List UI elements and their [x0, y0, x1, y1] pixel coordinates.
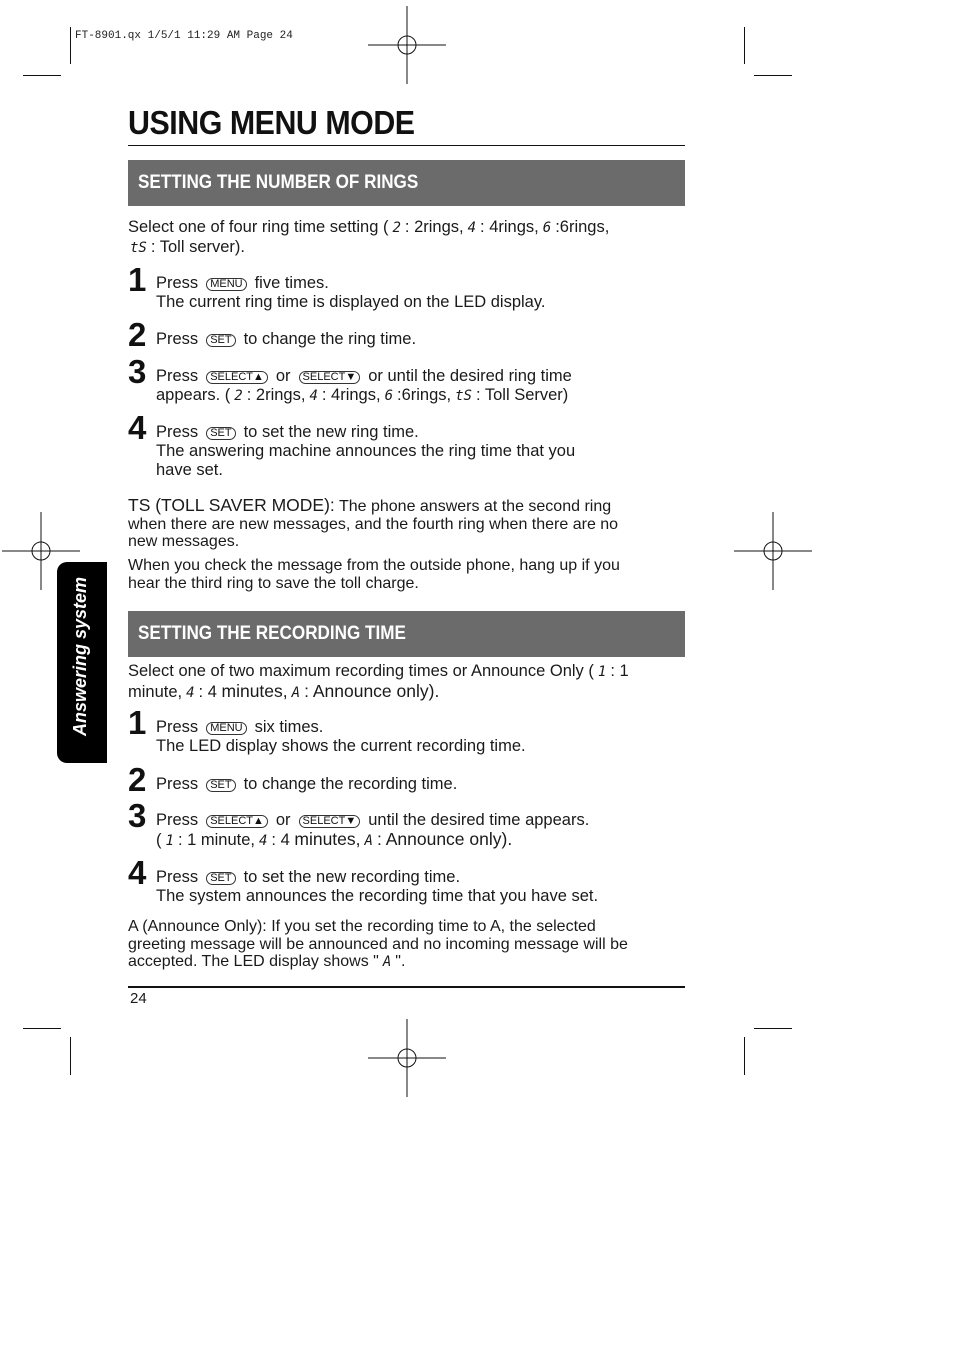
- text: : 1 minute,: [177, 831, 255, 849]
- text: : 2rings,: [404, 218, 464, 236]
- registration-mark-icon: [368, 6, 446, 84]
- set-button: SET: [206, 779, 235, 792]
- step-4-text: [156, 423, 575, 480]
- text: minutes,: [221, 681, 288, 701]
- led-glyph: 4: [258, 833, 268, 849]
- rec-step-1-text: [156, 718, 526, 756]
- crop-mark: [70, 1037, 71, 1075]
- set-button: SET: [206, 334, 235, 347]
- step-number: 1: [128, 704, 147, 741]
- led-glyph: 1: [165, 833, 174, 849]
- led-glyph: tS: [455, 388, 472, 404]
- text: The LED display shows the current recording time.: [156, 737, 526, 755]
- section-heading-text: SETTING THE NUMBER OF RINGS: [138, 172, 419, 193]
- text: The current ring time is displayed on the LED display.: [156, 293, 546, 311]
- rec-step-4-text: [156, 868, 598, 906]
- text: Press: [156, 330, 199, 348]
- step-number: 4: [128, 409, 147, 446]
- text: : 4: [271, 831, 290, 849]
- step-3-text: [156, 367, 572, 406]
- text: hear the third ring to save the toll charge.: [128, 574, 419, 592]
- crop-mark: [23, 75, 61, 76]
- led-glyph: 1: [597, 664, 607, 680]
- crop-mark: [70, 27, 71, 64]
- text: Press: [156, 718, 199, 736]
- text: greeting message will be announced and no incoming message will be: [128, 935, 628, 953]
- text: five times.: [254, 274, 329, 292]
- text: : Toll server).: [150, 238, 245, 256]
- announce-only-note: [128, 918, 628, 972]
- page-title: USING MENU MODE: [128, 104, 415, 141]
- recording-intro: [128, 662, 629, 703]
- step-number: 2: [128, 761, 147, 798]
- led-glyph: 4: [467, 220, 477, 236]
- led-glyph: 6: [542, 220, 552, 236]
- crop-mark: [754, 1028, 792, 1029]
- side-tab-label: Answering system: [70, 576, 90, 736]
- led-glyph: 4: [309, 388, 318, 404]
- text: Press: [156, 868, 199, 886]
- led-glyph: 2: [392, 220, 401, 236]
- step-number: 1: [128, 261, 147, 298]
- text: Press: [156, 274, 199, 292]
- crop-mark: [744, 1037, 745, 1075]
- text: when there are new messages, and the fourth ring when there are no: [128, 515, 619, 533]
- text: The system announces the recording time that you have set.: [156, 887, 599, 905]
- text: new messages.: [128, 533, 240, 550]
- text: : Announce only).: [376, 829, 513, 849]
- text: Press: [156, 811, 199, 829]
- text: : Toll Server): [475, 386, 569, 404]
- text: The answering machine announces the ring time that you: [156, 442, 576, 460]
- text: Press: [156, 775, 199, 793]
- text: :6rings,: [555, 218, 610, 236]
- text: to set the new ring time.: [243, 423, 419, 441]
- text: : 4: [198, 683, 217, 701]
- text: appears. (: [156, 386, 231, 404]
- footer-rule: [128, 986, 685, 988]
- led-glyph: A: [291, 685, 301, 701]
- rec-step-3-text: [156, 811, 589, 851]
- rec-step-2-text: [156, 775, 457, 794]
- step-number: 2: [128, 316, 147, 353]
- registration-mark-icon: [734, 512, 812, 590]
- text: When you check the message from the outside phone, hang up if you: [128, 557, 620, 574]
- title-rule: [128, 145, 685, 146]
- crop-mark: [744, 27, 745, 64]
- section-heading-text: SETTING THE RECORDING TIME: [138, 623, 406, 644]
- text: Select one of four ring time setting (: [128, 218, 389, 236]
- text: to set the new recording time.: [243, 868, 461, 886]
- text: A (Announce Only): If you set the recording time to A, the selected: [128, 918, 596, 935]
- step-number: 4: [128, 854, 147, 891]
- text: to change the ring time.: [243, 330, 417, 348]
- text: ".: [395, 953, 406, 970]
- menu-button: MENU: [206, 722, 246, 735]
- select-up-button: SELECT▲: [206, 371, 268, 384]
- text: minute,: [128, 683, 183, 701]
- text: : 2rings,: [246, 386, 306, 404]
- registration-mark-icon: [368, 1019, 446, 1097]
- section-heading-rings: [128, 160, 685, 206]
- text: : Announce only).: [304, 681, 440, 701]
- step-2-text: [156, 330, 416, 349]
- led-glyph: tS: [130, 240, 147, 256]
- led-glyph: A: [382, 954, 392, 970]
- toll-saver-label: TS (TOLL SAVER MODE):: [128, 495, 335, 515]
- led-glyph: 2: [234, 388, 243, 404]
- text: until the desired time appears.: [368, 811, 590, 829]
- crop-mark: [23, 1028, 61, 1029]
- led-glyph: A: [364, 833, 373, 849]
- select-down-button: SELECT▼: [299, 371, 361, 384]
- text: accepted. The LED display shows ": [128, 953, 379, 970]
- side-tab: [57, 562, 107, 763]
- step-number: 3: [128, 353, 147, 390]
- crop-mark: [754, 75, 792, 76]
- text: or: [275, 367, 291, 385]
- text: Press: [156, 423, 199, 441]
- section-heading-recording: [128, 611, 685, 657]
- text: or: [275, 811, 291, 829]
- text: : 4rings,: [321, 386, 381, 404]
- text: : 4rings,: [480, 218, 539, 236]
- select-down-button: SELECT▼: [299, 815, 361, 828]
- page-number: 24: [130, 990, 147, 1007]
- rings-intro: [128, 218, 609, 258]
- toll-charge-note: [128, 557, 620, 592]
- text: : 1: [610, 662, 629, 680]
- text: Select one of two maximum recording times or Announce Only (: [128, 662, 594, 680]
- text: (: [156, 831, 162, 849]
- text: six times.: [254, 718, 324, 736]
- set-button: SET: [206, 427, 235, 440]
- text: minutes,: [294, 829, 361, 849]
- file-slug: FT-8901.qx 1/5/1 11:29 AM Page 24: [75, 30, 293, 42]
- menu-button: MENU: [206, 278, 246, 291]
- text: :6rings,: [397, 386, 452, 404]
- select-up-button: SELECT▲: [206, 815, 268, 828]
- step-number: 3: [128, 797, 147, 834]
- led-glyph: 6: [384, 388, 394, 404]
- text: The phone answers at the second ring: [338, 498, 612, 515]
- set-button: SET: [206, 872, 235, 885]
- text: Press: [156, 367, 199, 385]
- toll-saver-note: [128, 497, 618, 551]
- step-1-text: [156, 274, 545, 312]
- text: have set.: [156, 461, 223, 479]
- text: to change the recording time.: [243, 775, 458, 793]
- text: or until the desired ring time: [368, 367, 572, 385]
- led-glyph: 4: [186, 685, 195, 701]
